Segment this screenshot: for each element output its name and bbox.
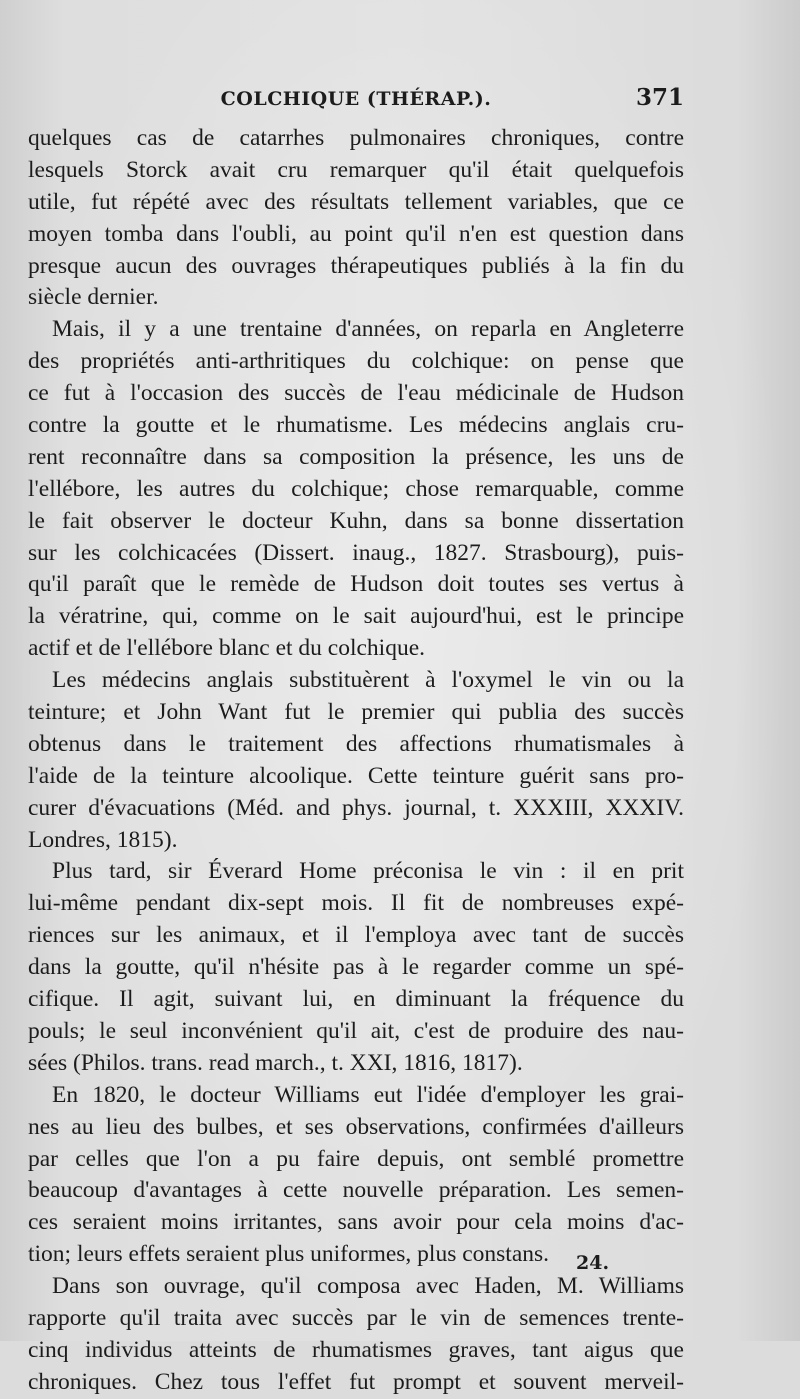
text-line: chroniques. Chez tous l'effet fut prompt et souvent merveil-	[28, 1368, 684, 1395]
text-line: teinture; et John Want fut le premier qui publia des succès	[28, 699, 684, 726]
text-line: nes au lieu des bulbes, et ses observations, confirmées d'ailleurs	[28, 1113, 684, 1140]
text-line: contre la goutte et le rhumatisme. Les médecins anglais cru-	[28, 412, 684, 439]
text-line: cifique. Il agit, suivant lui, en diminuant la fréquence du	[28, 986, 684, 1013]
text-line: rapporte qu'il traita avec succès par le vin de semences trente-	[28, 1304, 684, 1331]
text-line: Londres, 1815).	[28, 826, 178, 853]
text-line: Plus tard, sir Éverard Home préconisa le vin : il en prit	[52, 858, 684, 885]
text-line: En 1820, le docteur Williams eut l'idée d'employer les grai-	[52, 1081, 684, 1108]
text-line: dans la goutte, qu'il n'hésite pas à le regarder comme un spé-	[28, 954, 684, 981]
text-line: Dans son ouvrage, qu'il composa avec Haden, M. Williams	[52, 1273, 684, 1300]
text-line: ces seraient moins irritantes, sans avoir pour cela moins d'ac-	[28, 1209, 684, 1236]
text-line: utile, fut répété avec des résultats tellement variables, que ce	[28, 188, 684, 215]
text-line: par celles que l'on a pu faire depuis, ont semblé promettre	[28, 1145, 684, 1172]
text-line: ce fut à l'occasion des succès de l'eau médicinale de Hudson	[28, 380, 684, 407]
body-text	[28, 123, 684, 1399]
text-line: pouls; le seul inconvénient qu'il ait, c'est de produire des nau-	[28, 1017, 684, 1044]
text-line: curer d'évacuations (Méd. and phys. journal, t. XXXIII, XXXIV.	[28, 794, 684, 821]
running-head: COLCHIQUE (THÉRAP.).	[220, 88, 492, 110]
text-line: l'aide de la teinture alcoolique. Cette teinture guérit sans pro-	[28, 762, 684, 789]
page-header	[28, 84, 684, 118]
text-line: moyen tomba dans l'oubli, au point qu'il n'en est question dans	[28, 220, 684, 247]
text-line: qu'il paraît que le remède de Hudson doit toutes ses vertus à	[28, 571, 684, 598]
text-line: siècle dernier.	[28, 284, 159, 311]
page-number: 371	[635, 84, 684, 111]
text-line: lui-même pendant dix-sept mois. Il fit de nombreuses expé-	[28, 890, 684, 917]
text-line: beaucoup d'avantages à cette nouvelle préparation. Les semen-	[28, 1177, 684, 1204]
text-line: presque aucun des ouvrages thérapeutiques publiés à la fin du	[28, 252, 684, 279]
text-line: l'ellébore, les autres du colchique; chose remarquable, comme	[28, 475, 684, 502]
text-line: rent reconnaître dans sa composition la présence, les uns de	[28, 443, 684, 470]
text-line: obtenus dans le traitement des affections rhumatismales à	[28, 730, 684, 757]
text-line: le fait observer le docteur Kuhn, dans sa bonne dissertation	[28, 507, 684, 534]
text-line: lesquels Storck avait cru remarquer qu'il était quelquefois	[28, 156, 684, 183]
text-line: riences sur les animaux, et il l'employa avec tant de succès	[28, 922, 684, 949]
text-line: quelques cas de catarrhes pulmonaires chroniques, contre	[28, 125, 684, 151]
signature-mark: 24.	[576, 1252, 610, 1274]
text-line: sur les colchicacées (Dissert. inaug., 1827. Strasbourg), puis-	[28, 539, 684, 566]
text-line: Mais, il y a une trentaine d'années, on reparla en Angleterre	[52, 316, 684, 343]
text-line: tion; leurs effets seraient plus uniformes, plus constans.	[28, 1241, 550, 1268]
text-line: actif et de l'ellébore blanc et du colchique.	[28, 635, 426, 662]
text-line: des propriétés anti-arthritiques du colchique: on pense que	[28, 348, 684, 375]
text-line: cinq individus atteints de rhumatismes graves, tant aigus que	[28, 1336, 684, 1363]
text-line: sées (Philos. trans. read march., t. XXI, 1816, 1817).	[28, 1049, 523, 1076]
text-line: Les médecins anglais substituèrent à l'oxymel le vin ou la	[52, 667, 684, 694]
text-line: la vératrine, qui, comme on le sait aujourd'hui, est le principe	[28, 603, 684, 630]
